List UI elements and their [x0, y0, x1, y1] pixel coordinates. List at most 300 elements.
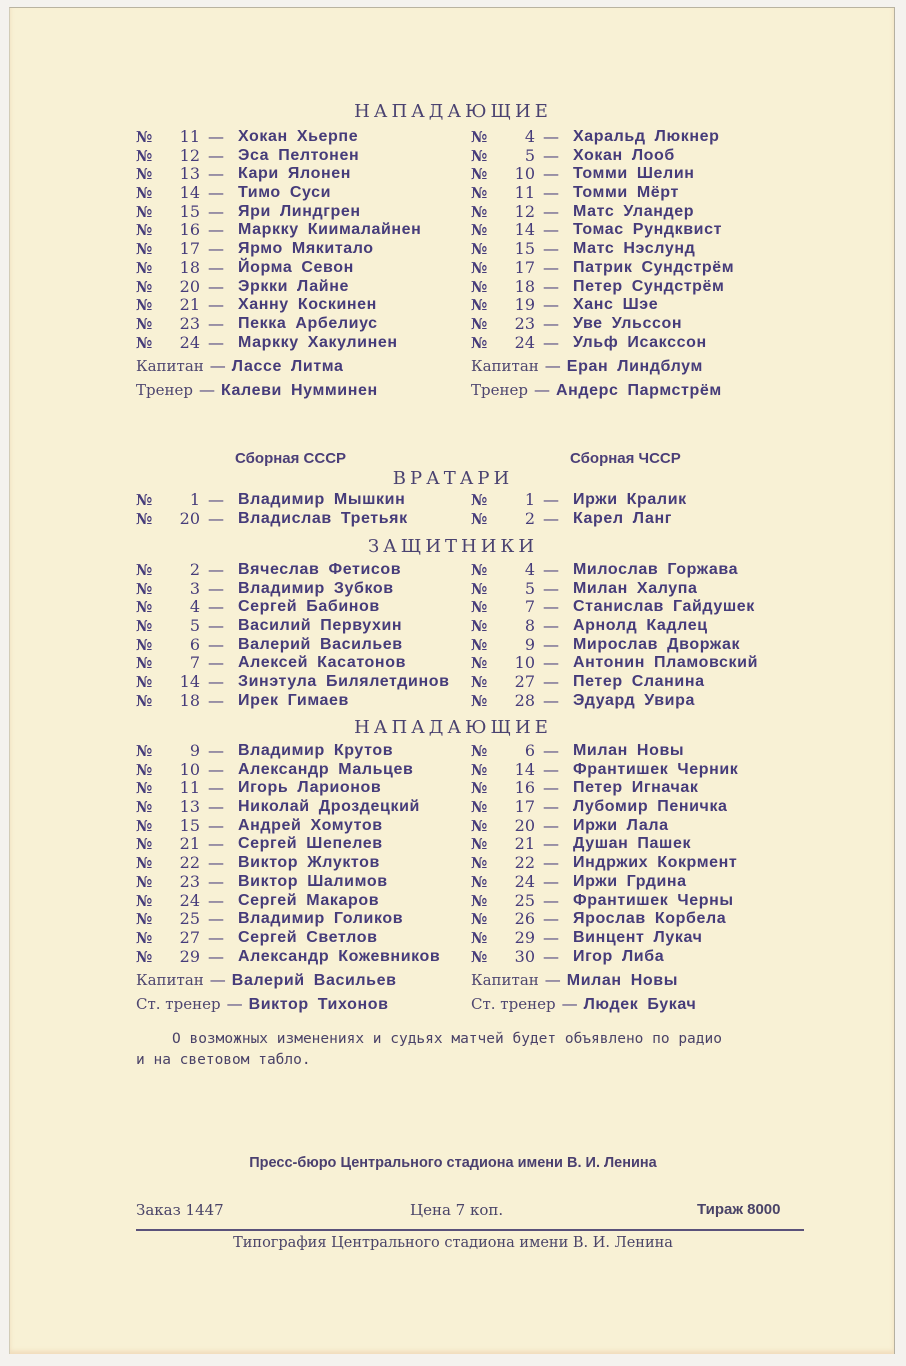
number-sign: №	[136, 654, 153, 673]
number-sign: №	[471, 165, 488, 184]
number-sign: №	[136, 872, 153, 891]
player-number: 14	[179, 672, 200, 692]
player-name: Тимо Суси	[238, 184, 332, 202]
number-sign: №	[471, 491, 488, 509]
player-number: 10	[514, 653, 535, 673]
player-number: 6	[524, 741, 535, 760]
section-title-forwards: НАПАДАЮЩИЕ	[354, 717, 552, 738]
player-row	[471, 184, 734, 203]
player-number: 19	[514, 295, 535, 315]
number-sign: №	[471, 798, 488, 817]
player-name: Хокан Хьерпе	[238, 128, 359, 145]
player-row	[136, 742, 440, 761]
player-name: Йорма Севон	[238, 258, 354, 276]
dash: —	[208, 890, 224, 910]
number-sign: №	[136, 947, 153, 966]
dash: —	[543, 183, 559, 203]
player-row	[471, 617, 758, 636]
printing-house-line: Типография Центрального стадиона имени В. И. Ленина	[233, 1235, 673, 1251]
role-label: Ст. тренер	[136, 995, 221, 1013]
number-sign: №	[136, 296, 153, 315]
player-number: 18	[514, 276, 535, 296]
dash: —	[208, 201, 224, 221]
player-number: 16	[514, 778, 535, 798]
dash: —	[208, 220, 224, 240]
player-number: 15	[179, 201, 200, 221]
player-name: Томми Мёрт	[573, 184, 679, 202]
player-row	[471, 692, 758, 711]
dash: —	[543, 239, 559, 259]
player-number: 14	[514, 759, 535, 779]
player-row	[471, 948, 738, 967]
dash: —	[543, 276, 559, 296]
number-sign: №	[136, 854, 153, 873]
player-name: Владимир Зубков	[238, 579, 394, 597]
announcement-line-2: и на световом табло.	[136, 1052, 311, 1068]
roster-top-right	[471, 128, 734, 352]
player-number: 25	[514, 890, 535, 910]
captain-name: Еран Линдблум	[566, 358, 703, 375]
number-sign: №	[136, 314, 153, 333]
dash: —	[208, 332, 224, 352]
dash: —	[208, 741, 224, 760]
player-name: Зинэтула Билялетдинов	[238, 673, 450, 691]
roster-top-left	[136, 128, 421, 352]
number-sign: №	[471, 221, 488, 240]
coach-czechoslovakia	[471, 994, 696, 1014]
dash: —	[543, 490, 559, 509]
dash: —	[208, 164, 224, 184]
number-sign: №	[471, 760, 488, 779]
dash: —	[543, 759, 559, 779]
player-name: Виктор Жлуктов	[238, 854, 380, 872]
player-name: Владимир Голиков	[238, 910, 404, 928]
roster-forwards-ussr	[136, 742, 440, 966]
player-number: 27	[179, 927, 200, 947]
dash: —	[561, 994, 578, 1013]
number-sign: №	[136, 598, 153, 617]
player-number: 3	[189, 578, 200, 598]
player-name: Ульф Исакссон	[573, 333, 707, 351]
player-number: 27	[514, 672, 535, 692]
dash: —	[543, 127, 559, 146]
player-row	[471, 165, 734, 184]
number-sign: №	[136, 742, 153, 760]
player-number: 23	[179, 871, 200, 891]
player-row	[136, 128, 421, 147]
number-sign: №	[136, 760, 153, 779]
player-row	[471, 334, 734, 353]
section-title-goalies: ВРАТАРИ	[392, 468, 514, 489]
player-name: Иржи Грдина	[573, 872, 687, 890]
dash: —	[543, 927, 559, 947]
player-number: 15	[179, 815, 200, 835]
dash: —	[543, 257, 559, 277]
captain-top-left	[136, 356, 343, 376]
number-sign: №	[136, 561, 153, 579]
dash: —	[543, 145, 559, 165]
player-number: 1	[189, 490, 200, 509]
player-name: Кари Ялонен	[238, 165, 351, 183]
player-number: 24	[179, 890, 200, 910]
number-sign: №	[136, 277, 153, 296]
number-sign: №	[471, 891, 488, 910]
player-number: 10	[179, 759, 200, 779]
number-sign: №	[471, 673, 488, 692]
player-number: 6	[189, 634, 200, 654]
player-number: 21	[179, 834, 200, 854]
number-sign: №	[471, 258, 488, 277]
dash: —	[543, 871, 559, 891]
dash: —	[208, 853, 224, 873]
dash: —	[543, 909, 559, 929]
player-number: 14	[514, 220, 535, 240]
number-sign: №	[471, 910, 488, 929]
number-sign: №	[136, 491, 153, 509]
dash: —	[208, 597, 224, 617]
dash: —	[208, 239, 224, 259]
player-number: 18	[179, 690, 200, 710]
number-sign: №	[136, 333, 153, 352]
player-name: Сергей Макаров	[238, 891, 380, 909]
player-row	[136, 491, 408, 510]
player-name: Ханну Коскинен	[238, 296, 377, 314]
roster-goalies-czechoslovakia	[471, 491, 687, 528]
player-row	[471, 654, 758, 673]
player-number: 1	[524, 490, 535, 509]
player-number: 29	[514, 927, 535, 947]
dash: —	[208, 672, 224, 692]
number-sign: №	[471, 816, 488, 835]
player-name: Валерий Васильев	[238, 635, 403, 653]
player-row	[136, 929, 440, 948]
player-row	[136, 296, 421, 315]
dash: —	[543, 220, 559, 240]
player-row	[136, 561, 450, 580]
role-label: Тренер	[136, 381, 193, 399]
player-name: Станислав Гайдушек	[573, 598, 755, 616]
player-name: Пекка Арбелиус	[238, 314, 378, 332]
number-sign: №	[136, 635, 153, 654]
player-number: 22	[179, 853, 200, 873]
section-title-defenders: ЗАЩИТНИКИ	[367, 536, 539, 557]
number-sign: №	[471, 654, 488, 673]
player-name: Франтишек Черны	[573, 891, 734, 909]
print-run: Тираж 8000	[697, 1201, 781, 1218]
dash: —	[208, 145, 224, 165]
player-row	[136, 873, 440, 892]
dash: —	[543, 508, 559, 528]
number-sign: №	[471, 333, 488, 352]
player-number: 23	[179, 313, 200, 333]
player-number: 26	[514, 909, 535, 929]
coach-name: Виктор Тихонов	[248, 996, 389, 1013]
number-sign: №	[471, 947, 488, 966]
player-number: 24	[514, 871, 535, 891]
player-row	[471, 779, 738, 798]
dash: —	[543, 890, 559, 910]
player-name: Франтишек Черник	[573, 760, 739, 778]
number-sign: №	[136, 798, 153, 817]
player-number: 11	[514, 183, 535, 203]
player-name: Ирек Гимаев	[238, 691, 349, 709]
player-number: 12	[514, 201, 535, 221]
player-row	[471, 798, 738, 817]
number-sign: №	[471, 691, 488, 710]
player-row	[136, 510, 408, 529]
number-sign: №	[471, 617, 488, 636]
dash: —	[208, 276, 224, 296]
player-row	[471, 259, 734, 278]
coach-name: Людек Букач	[583, 996, 697, 1013]
dash: —	[543, 578, 559, 598]
number-sign: №	[471, 598, 488, 617]
dash: —	[543, 597, 559, 617]
player-row	[471, 296, 734, 315]
player-name: Николай Дроздецкий	[238, 798, 420, 816]
player-number: 4	[524, 560, 535, 579]
number-sign: №	[471, 579, 488, 598]
player-row	[136, 259, 421, 278]
coach-top-right	[471, 380, 722, 400]
team-title-czechoslovakia: Сборная ЧССР	[570, 450, 681, 467]
role-label: Ст. тренер	[471, 995, 556, 1013]
player-number: 12	[179, 145, 200, 165]
dash: —	[543, 778, 559, 798]
player-row	[471, 580, 758, 599]
dash: —	[209, 356, 226, 375]
player-number: 5	[524, 578, 535, 598]
player-row	[136, 948, 440, 967]
dash: —	[208, 927, 224, 947]
player-name: Сергей Шепелев	[238, 835, 383, 853]
player-number: 7	[524, 597, 535, 617]
player-row	[471, 854, 738, 873]
dash: —	[208, 778, 224, 798]
player-row	[471, 491, 687, 510]
dash: —	[543, 313, 559, 333]
player-name: Томас Рундквист	[573, 221, 722, 239]
player-name: Маркку Киималайнен	[238, 221, 422, 239]
number-sign: №	[471, 742, 488, 760]
player-row	[471, 203, 734, 222]
player-row	[136, 147, 421, 166]
captain-czechoslovakia	[471, 970, 678, 990]
number-sign: №	[471, 561, 488, 579]
role-label: Капитан	[471, 357, 539, 375]
dash: —	[208, 127, 224, 146]
number-sign: №	[471, 146, 488, 165]
player-row	[136, 892, 440, 911]
dash: —	[198, 380, 215, 399]
number-sign: №	[471, 240, 488, 259]
player-row	[136, 315, 421, 334]
player-number: 15	[514, 239, 535, 259]
dash: —	[208, 578, 224, 598]
player-name: Владимир Крутов	[238, 742, 394, 759]
player-name: Милан Новы	[573, 742, 685, 759]
number-sign: №	[136, 617, 153, 636]
player-row	[471, 315, 734, 334]
number-sign: №	[136, 891, 153, 910]
press-bureau-line: Пресс-бюро Центрального стадиона имени В. И. Ленина	[249, 1155, 657, 1171]
number-sign: №	[471, 928, 488, 947]
player-name: Томми Шелин	[573, 165, 695, 183]
dash: —	[208, 508, 224, 528]
player-number: 23	[514, 313, 535, 333]
player-number: 17	[514, 797, 535, 817]
dash: —	[544, 356, 561, 375]
player-name: Патрик Сундстрём	[573, 258, 735, 276]
number-sign: №	[136, 691, 153, 710]
player-name: Игорь Ларионов	[238, 779, 382, 797]
dash: —	[208, 871, 224, 891]
dash: —	[543, 815, 559, 835]
player-name: Эдуард Увира	[573, 691, 695, 709]
dash: —	[543, 164, 559, 184]
number-sign: №	[136, 835, 153, 854]
player-row	[136, 278, 421, 297]
announcement-line-1: О возможных изменениях и судьях матчей будет объявлено по радио	[172, 1031, 722, 1047]
number-sign: №	[136, 184, 153, 203]
player-name: Мирослав Дворжак	[573, 635, 741, 653]
player-name: Андрей Хомутов	[238, 816, 383, 834]
player-row	[471, 742, 738, 761]
dash: —	[543, 332, 559, 352]
team-title-ussr: Сборная СССР	[235, 450, 347, 467]
player-name: Матс Уландер	[573, 202, 695, 220]
player-row	[136, 854, 440, 873]
player-number: 10	[514, 164, 535, 184]
player-row	[471, 873, 738, 892]
dash: —	[208, 634, 224, 654]
player-name: Уве Ульссон	[573, 314, 683, 332]
player-number: 30	[514, 946, 535, 966]
player-row	[471, 598, 758, 617]
player-row	[136, 221, 421, 240]
dash: —	[543, 634, 559, 654]
player-row	[136, 673, 450, 692]
player-row	[136, 240, 421, 259]
dash: —	[208, 295, 224, 315]
player-number: 28	[514, 690, 535, 710]
player-row	[136, 334, 421, 353]
dash: —	[208, 834, 224, 854]
player-number: 13	[179, 797, 200, 817]
player-name: Александр Кожевников	[238, 947, 441, 965]
dash: —	[208, 759, 224, 779]
player-number: 17	[514, 257, 535, 277]
player-name: Александр Мальцев	[238, 760, 414, 778]
player-row	[136, 835, 440, 854]
player-name: Ярослав Корбела	[573, 910, 727, 928]
number-sign: №	[471, 314, 488, 333]
player-number: 11	[179, 127, 200, 146]
number-sign: №	[136, 128, 153, 146]
player-name: Петер Сундстрём	[573, 277, 725, 295]
coach-name: Калеви Нумминен	[220, 382, 378, 399]
dash: —	[544, 970, 561, 989]
number-sign: №	[471, 854, 488, 873]
player-name: Владислав Третьяк	[238, 509, 408, 527]
number-sign: №	[471, 128, 488, 146]
coach-top-left	[136, 380, 378, 400]
number-sign: №	[471, 779, 488, 798]
player-row	[471, 278, 734, 297]
player-name: Сергей Светлов	[238, 928, 378, 946]
player-number: 24	[179, 332, 200, 352]
number-sign: №	[136, 779, 153, 798]
player-name: Алексей Касатонов	[238, 654, 407, 672]
player-number: 16	[179, 220, 200, 240]
player-row	[136, 817, 440, 836]
player-row	[136, 617, 450, 636]
number-sign: №	[471, 635, 488, 654]
player-name: Эркки Лайне	[238, 277, 349, 295]
player-number: 20	[514, 815, 535, 835]
roster-goalies-ussr	[136, 491, 408, 528]
player-name: Душан Пашек	[573, 835, 692, 853]
player-number: 5	[189, 616, 200, 636]
player-number: 5	[524, 145, 535, 165]
number-sign: №	[471, 509, 488, 528]
role-label: Капитан	[136, 971, 204, 989]
number-sign: №	[136, 258, 153, 277]
player-row	[136, 580, 450, 599]
player-number: 4	[189, 597, 200, 617]
player-name: Иржи Лала	[573, 816, 669, 834]
dash: —	[543, 834, 559, 854]
player-row	[136, 165, 421, 184]
player-name: Винцент Лукач	[573, 928, 703, 946]
player-number: 2	[524, 508, 535, 528]
player-number: 11	[179, 778, 200, 798]
dash: —	[533, 380, 550, 399]
player-name: Виктор Шалимов	[238, 872, 388, 890]
dash: —	[208, 257, 224, 277]
dash: —	[208, 946, 224, 966]
player-name: Антонин Пламовский	[573, 654, 759, 672]
player-number: 18	[179, 257, 200, 277]
player-name: Вячеслав Фетисов	[238, 561, 402, 578]
player-row	[471, 673, 758, 692]
player-row	[136, 910, 440, 929]
player-name: Петер Сланина	[573, 673, 705, 691]
player-row	[471, 929, 738, 948]
dash: —	[208, 183, 224, 203]
player-row	[471, 910, 738, 929]
dash: —	[543, 741, 559, 760]
player-row	[136, 184, 421, 203]
player-name: Сергей Бабинов	[238, 598, 380, 616]
player-name: Карел Ланг	[573, 509, 672, 527]
dash: —	[208, 690, 224, 710]
player-name: Милан Халупа	[573, 579, 698, 597]
dash: —	[543, 295, 559, 315]
dash: —	[543, 616, 559, 636]
dash: —	[208, 616, 224, 636]
number-sign: №	[136, 579, 153, 598]
player-name: Матс Нэслунд	[573, 240, 696, 258]
player-name: Эса Пелтонен	[238, 146, 360, 164]
dash: —	[543, 653, 559, 673]
dash: —	[543, 690, 559, 710]
dash: —	[209, 970, 226, 989]
player-row	[471, 240, 734, 259]
section-title-forwards-top: НАПАДАЮЩИЕ	[354, 101, 552, 122]
number-sign: №	[471, 277, 488, 296]
roster-defenders-ussr	[136, 561, 450, 711]
